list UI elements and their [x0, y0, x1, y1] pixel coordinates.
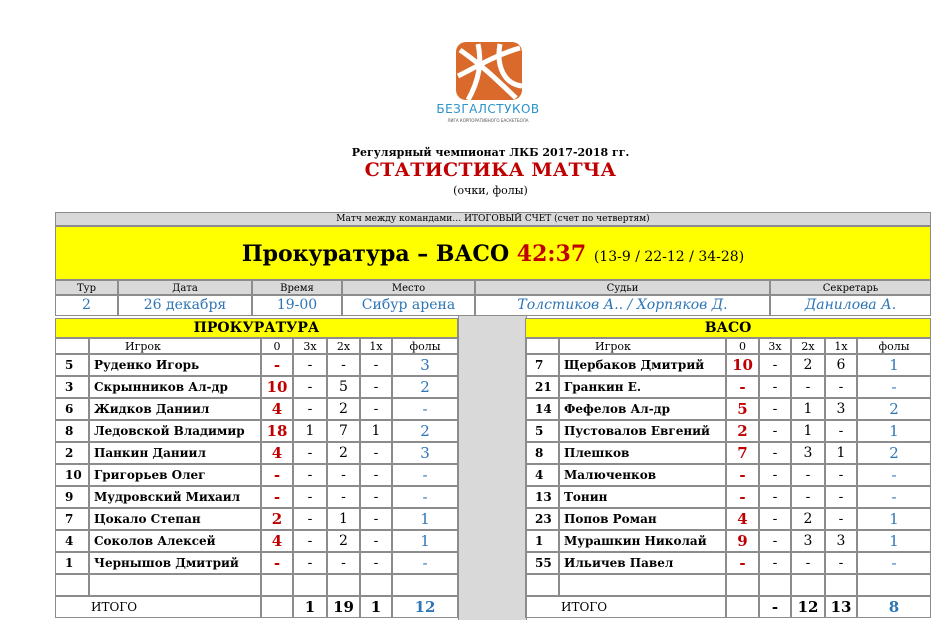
away-total-fouls: 8 — [857, 596, 931, 618]
label-date: Дата — [118, 280, 252, 295]
home-player-p3: - — [293, 354, 327, 376]
home-player-p2: - — [327, 354, 360, 376]
home-player-p3: 1 — [293, 420, 327, 442]
home-player-pts: - — [261, 464, 293, 486]
page-caption: (очки, фолы) — [453, 184, 528, 197]
away-player-pts: 10 — [726, 354, 759, 376]
away-player-p2: - — [791, 464, 825, 486]
away-player-num: 21 — [525, 376, 559, 398]
away-column-header-fouls: фолы — [857, 338, 931, 354]
away-player-name: Щербаков Дмитрий — [559, 354, 726, 376]
home-player-p2: 2 — [327, 398, 360, 420]
home-player-name: Ледовской Владимир — [89, 420, 261, 442]
home-player-num: 10 — [55, 464, 89, 486]
value-venue: Сибур арена — [342, 295, 475, 316]
home-player-p1: 1 — [360, 420, 392, 442]
home-player-p2: - — [327, 464, 360, 486]
away-player-name: Фефелов Ал-др — [559, 398, 726, 420]
away-player-name: Гранкин Е. — [559, 376, 726, 398]
value-secretary: Данилова А. — [770, 295, 931, 316]
away-player-p1: - — [825, 420, 857, 442]
away-player-name: Мурашкин Николай — [559, 530, 726, 552]
away-player-p2: 3 — [791, 442, 825, 464]
away-empty-cell — [559, 574, 726, 596]
home-total-label: ИТОГО — [55, 596, 261, 618]
away-player-fouls: 1 — [857, 420, 931, 442]
home-player-p2: - — [327, 552, 360, 574]
home-empty-cell — [327, 574, 360, 596]
away-player-p1: 1 — [825, 442, 857, 464]
home-player-fouls: 2 — [392, 376, 458, 398]
away-player-p3: - — [759, 442, 791, 464]
label-secretary: Секретарь — [770, 280, 931, 295]
away-player-num: 8 — [525, 442, 559, 464]
away-player-p1: 6 — [825, 354, 857, 376]
home-team-name: ПРОКУРАТУРА — [55, 318, 458, 338]
home-total-p3: 1 — [293, 596, 327, 618]
home-player-fouls: 1 — [392, 530, 458, 552]
away-player-pts: - — [726, 486, 759, 508]
value-time: 19-00 — [252, 295, 342, 316]
away-player-p3: - — [759, 552, 791, 574]
away-player-p3: - — [759, 420, 791, 442]
away-column-header-pts: 0 — [726, 338, 759, 354]
home-player-num: 4 — [55, 530, 89, 552]
home-player-fouls: 3 — [392, 354, 458, 376]
away-player-fouls: 1 — [857, 354, 931, 376]
away-player-p3: - — [759, 486, 791, 508]
home-player-name: Григорьев Олег — [89, 464, 261, 486]
value-referees: Толстиков А.. / Хорпяков Д. — [475, 295, 770, 316]
home-column-header-num — [55, 338, 89, 354]
page-title: СТАТИСТИКА МАТЧА — [364, 159, 617, 181]
away-player-fouls: 1 — [857, 508, 931, 530]
away-team-name: ВАСО — [525, 318, 931, 338]
away-player-fouls: - — [857, 376, 931, 398]
home-column-header-p3: 3х — [293, 338, 327, 354]
away-player-p1: - — [825, 486, 857, 508]
away-column-header-player: Игрок — [559, 338, 726, 354]
away-player-fouls: 2 — [857, 398, 931, 420]
home-player-name: Руденко Игорь — [89, 354, 261, 376]
away-player-num: 1 — [525, 530, 559, 552]
home-player-name: Чернышов Дмитрий — [89, 552, 261, 574]
away-player-fouls: 2 — [857, 442, 931, 464]
home-total-fouls: 12 — [392, 596, 458, 618]
home-player-num: 5 — [55, 354, 89, 376]
away-player-p1: 3 — [825, 398, 857, 420]
away-player-p3: - — [759, 464, 791, 486]
label-time: Время — [252, 280, 342, 295]
home-column-header-p2: 2х — [327, 338, 360, 354]
away-player-p1: 3 — [825, 530, 857, 552]
away-total-pts — [726, 596, 759, 618]
home-player-name: Соколов Алексей — [89, 530, 261, 552]
away-total-label: ИТОГО — [525, 596, 726, 618]
home-player-name: Панкин Даниил — [89, 442, 261, 464]
home-player-pts: 18 — [261, 420, 293, 442]
away-total-p1: 13 — [825, 596, 857, 618]
home-player-p2: - — [327, 486, 360, 508]
home-player-pts: - — [261, 354, 293, 376]
home-player-p1: - — [360, 530, 392, 552]
home-player-num: 6 — [55, 398, 89, 420]
away-player-p2: - — [791, 486, 825, 508]
home-total-pts — [261, 596, 293, 618]
away-empty-cell — [726, 574, 759, 596]
away-player-pts: - — [726, 376, 759, 398]
away-empty-cell — [525, 574, 559, 596]
match-teams: Прокуратура – ВАСО — [241, 241, 510, 267]
away-player-num: 13 — [525, 486, 559, 508]
home-total-p1: 1 — [360, 596, 392, 618]
home-empty-cell — [89, 574, 261, 596]
home-empty-cell — [293, 574, 327, 596]
away-total-p3: - — [759, 596, 791, 618]
home-player-p1: - — [360, 464, 392, 486]
away-total-p2: 12 — [791, 596, 825, 618]
match-header: Матч между командами… ИТОГОВЫЙ СЧЕТ (счет по четвертям) — [55, 212, 931, 226]
away-player-p3: - — [759, 354, 791, 376]
away-player-pts: 2 — [726, 420, 759, 442]
label-round: Тур — [55, 280, 118, 295]
home-player-name: Мудровский Михаил — [89, 486, 261, 508]
away-column-header-num — [525, 338, 559, 354]
home-player-pts: - — [261, 552, 293, 574]
home-player-p3: - — [293, 552, 327, 574]
home-column-header-fouls: фолы — [392, 338, 458, 354]
home-player-fouls: 1 — [392, 508, 458, 530]
away-column-header-p1: 1х — [825, 338, 857, 354]
home-player-pts: - — [261, 486, 293, 508]
away-player-pts: 7 — [726, 442, 759, 464]
away-player-fouls: - — [857, 552, 931, 574]
home-player-p1: - — [360, 398, 392, 420]
score-row — [55, 226, 931, 280]
away-player-fouls: 1 — [857, 530, 931, 552]
home-empty-cell — [261, 574, 293, 596]
away-empty-cell — [791, 574, 825, 596]
away-player-p1: - — [825, 464, 857, 486]
away-player-p3: - — [759, 398, 791, 420]
away-player-num: 14 — [525, 398, 559, 420]
away-player-name: Попов Роман — [559, 508, 726, 530]
away-player-p2: 2 — [791, 354, 825, 376]
away-player-p2: 1 — [791, 398, 825, 420]
logo-subtext: ЛИГА КОРПОРАТИВНОГО БАСКЕТБОЛА — [447, 118, 529, 123]
away-empty-cell — [825, 574, 857, 596]
away-player-p2: 2 — [791, 508, 825, 530]
away-player-p3: - — [759, 376, 791, 398]
home-player-pts: 4 — [261, 442, 293, 464]
home-player-pts: 10 — [261, 376, 293, 398]
home-player-p1: - — [360, 552, 392, 574]
home-column-header-pts: 0 — [261, 338, 293, 354]
home-player-p2: 1 — [327, 508, 360, 530]
away-player-name: Тонин — [559, 486, 726, 508]
home-player-p1: - — [360, 354, 392, 376]
home-player-p1: - — [360, 376, 392, 398]
home-empty-cell — [55, 574, 89, 596]
home-player-num: 3 — [55, 376, 89, 398]
home-player-name: Цокало Степан — [89, 508, 261, 530]
column-separator — [458, 316, 527, 620]
away-player-p2: 3 — [791, 530, 825, 552]
away-player-fouls: - — [857, 464, 931, 486]
home-empty-cell — [360, 574, 392, 596]
away-player-p3: - — [759, 508, 791, 530]
home-player-p3: - — [293, 530, 327, 552]
home-player-p3: - — [293, 464, 327, 486]
home-player-num: 1 — [55, 552, 89, 574]
quarter-scores: (13-9 / 22-12 / 34-28) — [593, 249, 745, 265]
home-player-p3: - — [293, 508, 327, 530]
home-player-pts: 2 — [261, 508, 293, 530]
away-player-num: 4 — [525, 464, 559, 486]
away-player-p1: - — [825, 508, 857, 530]
away-player-p2: - — [791, 552, 825, 574]
away-player-p3: - — [759, 530, 791, 552]
away-player-p1: - — [825, 376, 857, 398]
away-player-name: Ильичев Павел — [559, 552, 726, 574]
away-empty-cell — [857, 574, 931, 596]
home-player-p3: - — [293, 486, 327, 508]
home-player-num: 2 — [55, 442, 89, 464]
away-player-p2: 1 — [791, 420, 825, 442]
home-player-name: Скрынников Ал-др — [89, 376, 261, 398]
home-empty-cell — [392, 574, 458, 596]
away-empty-cell — [759, 574, 791, 596]
away-player-num: 55 — [525, 552, 559, 574]
home-player-p2: 5 — [327, 376, 360, 398]
away-player-num: 23 — [525, 508, 559, 530]
home-player-num: 7 — [55, 508, 89, 530]
away-player-p1: - — [825, 552, 857, 574]
match-score: 42:37 — [516, 241, 587, 267]
away-player-pts: 9 — [726, 530, 759, 552]
away-player-pts: - — [726, 464, 759, 486]
home-total-p2: 19 — [327, 596, 360, 618]
home-player-num: 8 — [55, 420, 89, 442]
home-column-header-player: Игрок — [89, 338, 261, 354]
away-player-num: 7 — [525, 354, 559, 376]
home-player-num: 9 — [55, 486, 89, 508]
away-player-pts: - — [726, 552, 759, 574]
away-player-pts: 5 — [726, 398, 759, 420]
home-player-fouls: - — [392, 486, 458, 508]
home-player-p3: - — [293, 442, 327, 464]
label-venue: Место — [342, 280, 475, 295]
label-referees: Судьи — [475, 280, 770, 295]
away-player-fouls: - — [857, 486, 931, 508]
value-date: 26 декабря — [118, 295, 252, 316]
away-player-num: 5 — [525, 420, 559, 442]
home-player-p1: - — [360, 442, 392, 464]
home-player-pts: 4 — [261, 398, 293, 420]
home-player-fouls: 3 — [392, 442, 458, 464]
logo-text: БЕЗГАЛСТУКОВ — [436, 102, 540, 116]
away-column-header-p3: 3х — [759, 338, 791, 354]
away-player-pts: 4 — [726, 508, 759, 530]
home-column-header-p1: 1х — [360, 338, 392, 354]
away-player-name: Пустовалов Евгений — [559, 420, 726, 442]
away-player-name: Плешков — [559, 442, 726, 464]
home-player-fouls: - — [392, 398, 458, 420]
away-player-p2: - — [791, 376, 825, 398]
home-player-fouls: - — [392, 552, 458, 574]
home-player-pts: 4 — [261, 530, 293, 552]
home-player-fouls: 2 — [392, 420, 458, 442]
home-player-p2: 2 — [327, 442, 360, 464]
home-player-p1: - — [360, 486, 392, 508]
home-player-p2: 2 — [327, 530, 360, 552]
championship-title: Регулярный чемпионат ЛКБ 2017-2018 гг. — [351, 146, 630, 159]
home-player-fouls: - — [392, 464, 458, 486]
home-player-name: Жидков Даниил — [89, 398, 261, 420]
home-player-p3: - — [293, 376, 327, 398]
away-player-name: Малюченков — [559, 464, 726, 486]
away-column-header-p2: 2х — [791, 338, 825, 354]
value-round: 2 — [55, 295, 118, 316]
home-player-p2: 7 — [327, 420, 360, 442]
home-player-p1: - — [360, 508, 392, 530]
home-player-p3: - — [293, 398, 327, 420]
